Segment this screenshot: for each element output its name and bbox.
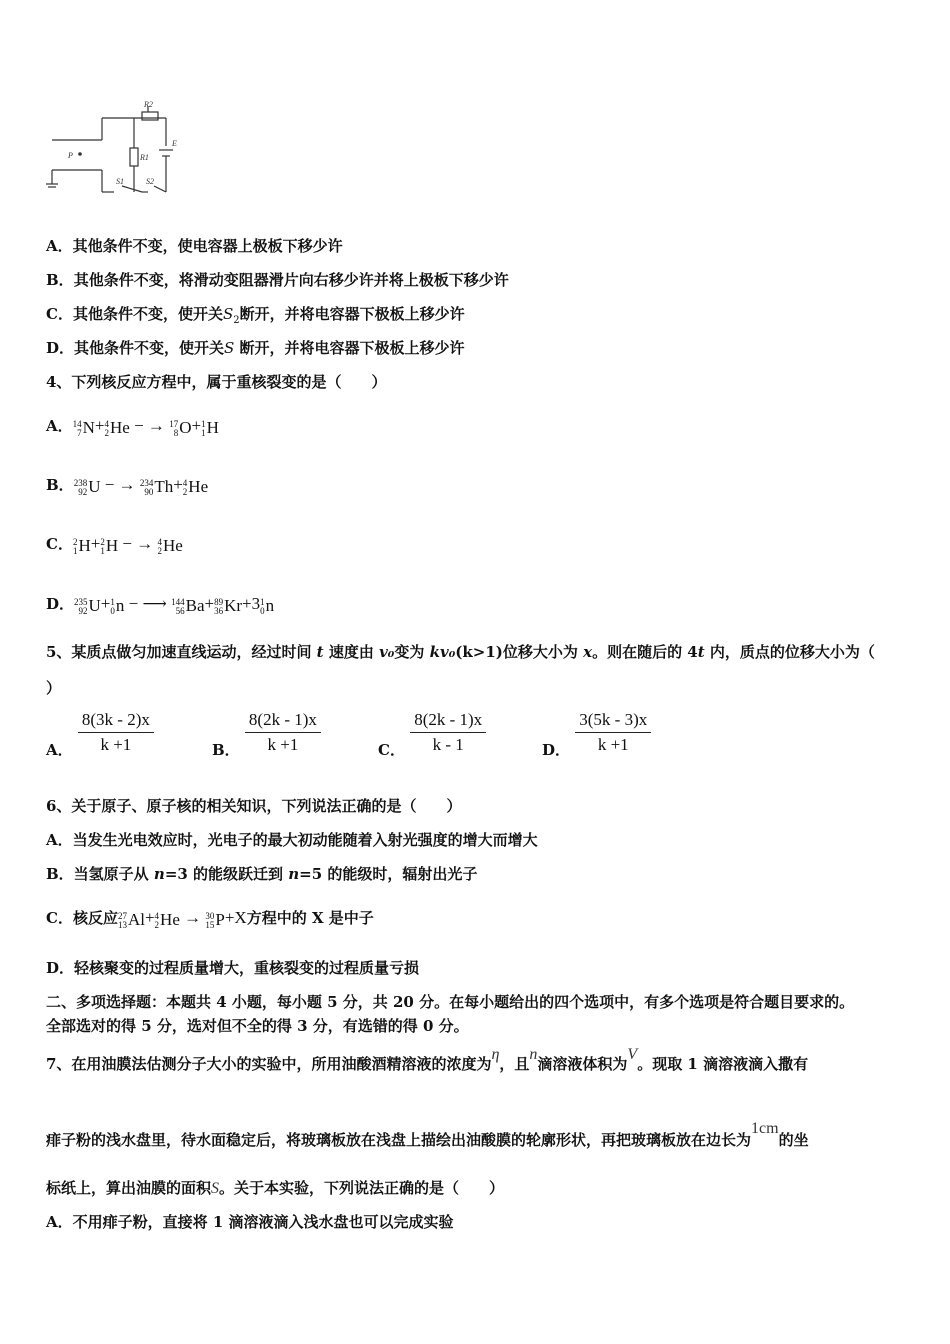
- q5-d-num: 3(5k - 3)x: [575, 710, 651, 733]
- q6-option-d: D．轻核聚变的过程质量增大，重核裂变的过程质量亏损: [46, 959, 420, 977]
- nuclide-P: 30 15 P: [205, 909, 225, 930]
- q5-option-a: A． $\frac{8(3k - 2)x}{k +1}$: [46, 710, 154, 755]
- nuclide-He: 4 2 He: [154, 909, 180, 930]
- q6-option-a: A．当发生光电效应时，光电子的最大初动能随着入射光强度的增大而增大: [46, 831, 538, 849]
- section2-header-line1: 二、多项选择题：本题共 4 小题，每小题 5 分，共 20 分。在每小题给出的四个选项中，有多个选项是符合题目要求的。: [46, 993, 855, 1011]
- q7-S: S: [211, 1180, 220, 1197]
- nuclide-N: 14 7 N: [72, 417, 95, 438]
- q5-c-num: 8(2k - 1)x: [410, 710, 486, 733]
- q5-d-den: k +1: [597, 735, 629, 754]
- q3-option-c: C．其他条件不变，使开关$S_2$断开，并将电容器下极板上移少许: [46, 305, 465, 326]
- nuclide-H: 2 1 H: [72, 535, 91, 556]
- q5-stem-close: ）: [46, 679, 62, 697]
- eq-operator: +: [90, 534, 101, 554]
- eq-operator: +: [144, 908, 155, 928]
- nuclide-H: 1 1 H: [201, 417, 219, 438]
- q4-eq-d: [74, 590, 274, 619]
- label-r2: R2: [144, 100, 153, 109]
- eq-operator: →: [179, 908, 206, 928]
- q5-options: [46, 710, 906, 764]
- q6-eq-c: [118, 904, 247, 933]
- eq-operator: +: [100, 594, 111, 614]
- q7-option-a: A．不用痱子粉，直接将 1 滴溶液滴入浅水盘也可以完成实验: [46, 1213, 454, 1231]
- eq-operator: − →: [129, 416, 170, 436]
- q5-option-d: D． $\frac{3(5k - 3)x}{k +1}$: [542, 710, 651, 755]
- q7-line1: 7、在用油膜法估测分子大小的实验中，所用油酸酒精溶液的浓度为η，且n滴溶液体积为V。现取 1 滴溶液滴入撒有: [46, 1046, 809, 1073]
- q5-b-num: 8(2k - 1)x: [245, 710, 321, 733]
- eq-operator: +X: [224, 908, 247, 928]
- eq-operator: − →: [118, 534, 158, 554]
- nuclide-U: 238 92 U: [73, 476, 101, 497]
- eq-operator: +3: [242, 594, 261, 614]
- nuclide-n: 1 0 n: [260, 595, 275, 616]
- q7-n: n: [529, 1046, 538, 1063]
- q6-option-c: C．核反应 27 13 Al+ 4 2 He → 30 15 P+X方程中的 X 是中子: [46, 904, 374, 934]
- q4-option-a: A． 14 7 N+ 4 2 He − → 17 8 O+ 1 1 H: [46, 412, 219, 442]
- q7-line2: 痱子粉的浅水盘里，待水面稳定后，将玻璃板放在浅盘上描绘出油酸膜的轮廓形状，再把玻璃板放在边长为1cm的坐: [46, 1120, 809, 1149]
- q4-option-c: C． 2 1 H+ 2 1 H − → 4 2 He: [46, 530, 183, 560]
- nuclide-U: 235 92 U: [74, 595, 101, 616]
- q3-option-a: A．其他条件不变，使电容器上极板下移少许: [46, 237, 343, 255]
- nuclide-Kr: 89 36 Kr: [214, 595, 243, 616]
- eq-operator: +: [94, 416, 105, 436]
- q6-stem: 6、关于原子、原子核的相关知识，下列说法正确的是（ ）: [46, 797, 462, 815]
- q7-line3: 标纸上，算出油膜的面积S。关于本实验，下列说法正确的是（ ）: [46, 1179, 505, 1197]
- q4-option-b: B． 238 92 U − → 234 90 Th+ 4 2 He: [46, 471, 208, 501]
- nuclide-n: 1 0 n: [110, 595, 125, 616]
- q5-option-c: C． $\frac{8(2k - 1)x}{k - 1}$: [378, 710, 486, 755]
- resistor-r2: [142, 112, 158, 120]
- q5-c-den: k - 1: [432, 735, 464, 754]
- eq-operator: − →: [100, 475, 140, 495]
- q3-option-d: D．其他条件不变，使开关S 断开，并将电容器下极板上移少许: [46, 339, 465, 357]
- q5-a-num: 8(3k - 2)x: [78, 710, 154, 733]
- label-p: P: [68, 151, 73, 160]
- section2-header-line2: 全部选对的得 5 分，选对但不全的得 3 分，有选错的得 0 分。: [46, 1017, 469, 1035]
- label-e: E: [172, 139, 177, 148]
- q5-stem: 5、某质点做匀加速直线运动，经过时间 t 速度由 v₀变为 kv₀(k>1)位移大小为 x。则在随后的 4t 内，质点的位移大小为（: [46, 643, 875, 661]
- q4-eq-a: [73, 412, 219, 441]
- label-s2: S2: [146, 177, 154, 186]
- nuclide-H: 2 1 H: [100, 535, 119, 556]
- q5-option-b: B． $\frac{8(2k - 1)x}{k +1}$: [212, 710, 321, 755]
- nuclide-Al: 27 13 Al: [117, 909, 145, 930]
- circuit-diagram: [44, 96, 184, 196]
- nuclide-Ba: 144 56 Ba: [171, 595, 205, 616]
- eq-operator: − ⟶: [124, 594, 172, 614]
- nuclide-He: 4 2 He: [182, 476, 209, 497]
- eq-operator: +: [173, 475, 183, 495]
- q3-option-b: B．其他条件不变，将滑动变阻器滑片向右移少许并将上极板下移少许: [46, 271, 509, 289]
- eq-operator: +: [191, 416, 202, 436]
- eq-operator: +: [204, 594, 215, 614]
- label-r1: R1: [140, 153, 149, 162]
- q6-option-b: B．当氢原子从 n=3 的能级跃迁到 n=5 的能级时，辐射出光子: [46, 865, 478, 883]
- q4-eq-c: [73, 530, 183, 559]
- resistor-r1: [130, 148, 138, 166]
- q4-stem: 4、下列核反应方程中，属于重核裂变的是（ ）: [46, 373, 387, 391]
- label-s1: S1: [116, 177, 124, 186]
- nuclide-He: 4 2 He: [104, 417, 130, 438]
- q4-option-d: D． 235 92 U+ 1 0 n − ⟶ 144 56 Ba+ 89 36 Kr+3 1 0 n: [46, 590, 274, 620]
- q5-b-den: k +1: [267, 735, 299, 754]
- q7-eta: η: [491, 1046, 500, 1063]
- q4-eq-b: [74, 471, 208, 500]
- nuclide-He: 4 2 He: [157, 535, 183, 556]
- q7-V: V: [627, 1046, 638, 1063]
- q5-a-den: k +1: [100, 735, 132, 754]
- q7-cm: 1cm: [751, 1120, 779, 1137]
- nuclide-O: 17 8 O: [169, 417, 192, 438]
- nuclide-Th: 234 90 Th: [139, 476, 174, 497]
